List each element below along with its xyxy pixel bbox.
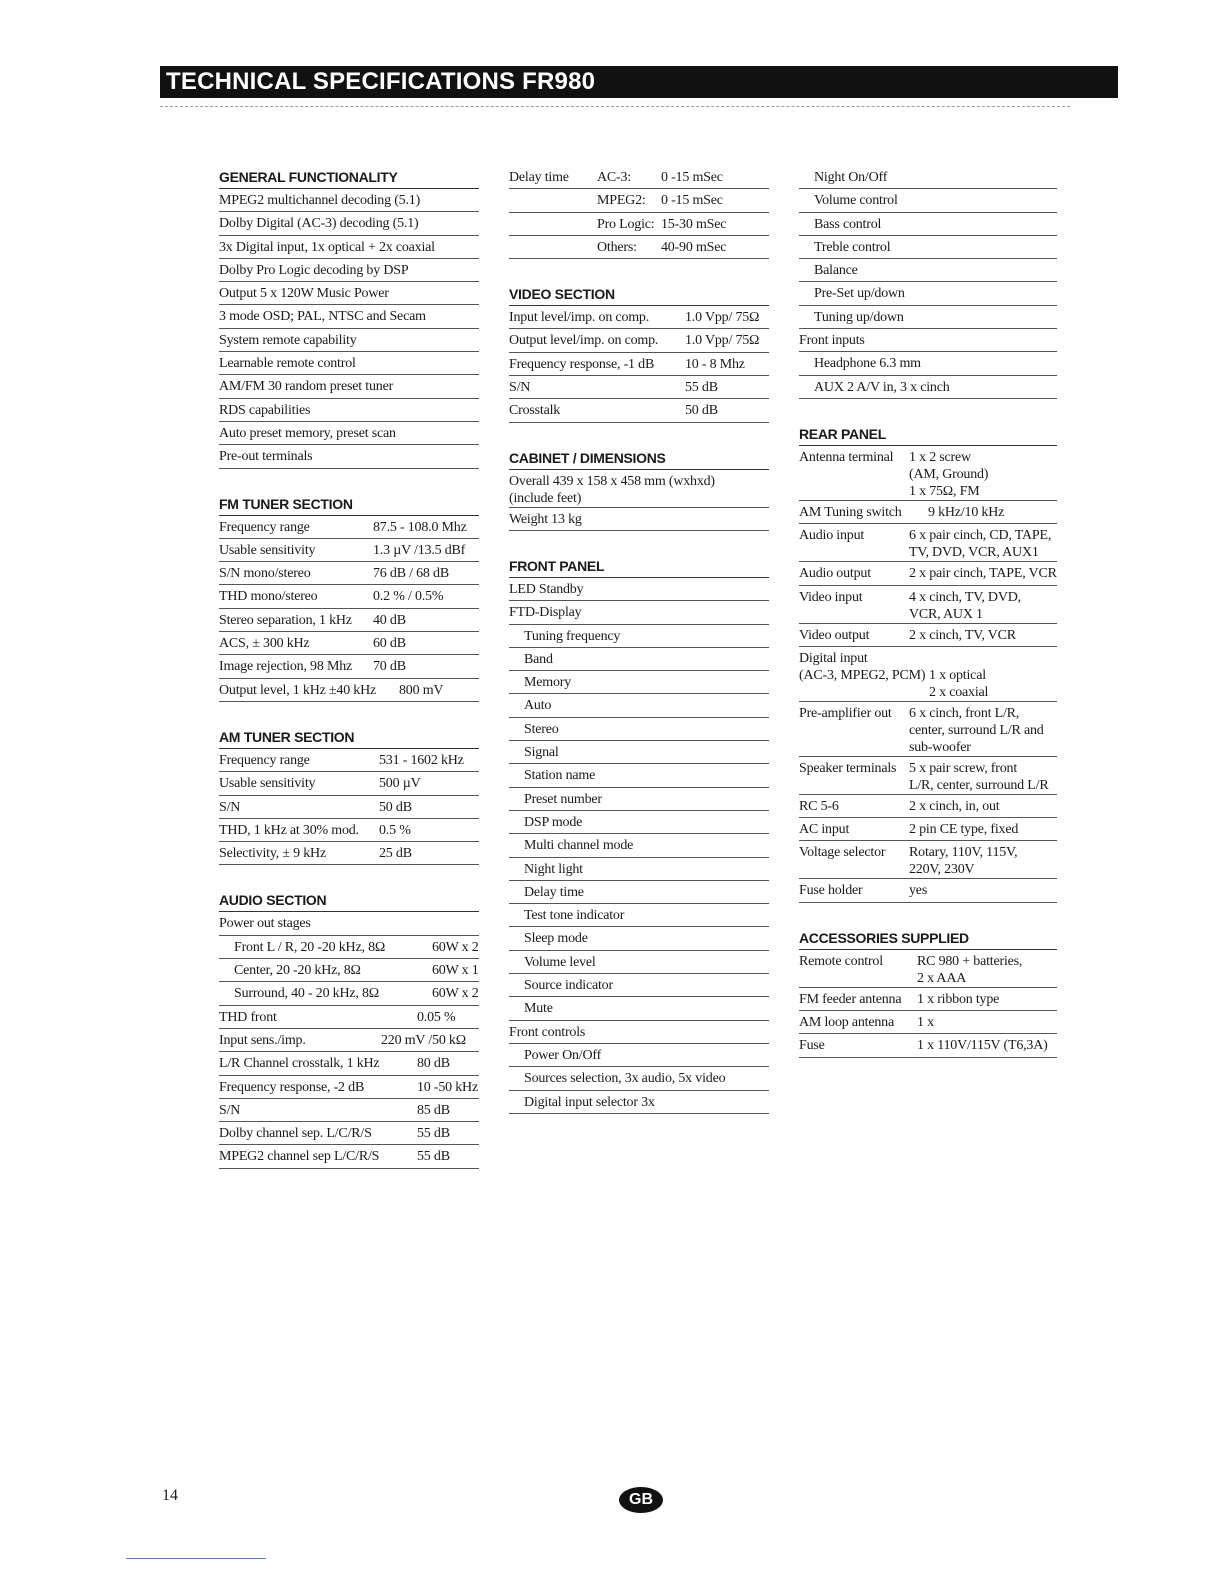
spec-label: Video output — [799, 627, 870, 643]
spec-row — [509, 1067, 769, 1090]
spec-label: Remote control — [799, 953, 883, 969]
spec-row — [219, 1006, 479, 1029]
spec-label: Pre-out terminals — [219, 449, 313, 465]
spec-label: Image rejection, 98 Mhz — [219, 659, 353, 675]
spec-label: Frequency response, -2 dB — [219, 1079, 365, 1095]
spec-label: Digital input selector 3x — [524, 1094, 655, 1110]
spec-label: AUX 2 A/V in, 3 x cinch — [814, 379, 950, 395]
spec-label — [509, 239, 597, 258]
section-gap — [509, 531, 769, 555]
spec-row — [509, 329, 769, 352]
spec-value: 0 -15 mSec — [661, 193, 723, 209]
spec-label: Sources selection, 3x audio, 5x video — [524, 1071, 726, 1087]
spec-value: 80 dB — [417, 1056, 450, 1072]
spec-label: Balance — [814, 263, 858, 279]
section-heading-rear-panel: REAR PANEL — [799, 423, 1057, 446]
spec-row — [799, 446, 1057, 501]
spec-label: Auto preset memory, preset scan — [219, 425, 396, 441]
spec-row — [799, 166, 1057, 189]
spec-label: Preset number — [524, 791, 602, 807]
spec-value: 1 x 110V/115V (T6,3A) — [917, 1038, 1048, 1054]
spec-label: Stereo — [524, 721, 559, 737]
spec-label: Output level, 1 kHz ±40 kHz — [219, 682, 377, 698]
spec-value: 25 dB — [379, 846, 412, 862]
section-heading-video: VIDEO SECTION — [509, 283, 769, 306]
spec-row — [219, 1029, 479, 1052]
spec-value: 1 x ribbon type — [917, 991, 1000, 1007]
spec-row — [219, 796, 479, 819]
spec-row — [509, 236, 769, 259]
spec-row — [219, 1122, 479, 1145]
spec-label: Surround, 40 - 20 kHz, 8Ω — [234, 986, 380, 1002]
spec-label: Crosstalk — [509, 403, 561, 419]
spec-label: ACS, ± 300 kHz — [219, 636, 310, 652]
spec-format: MPEG2: — [597, 193, 646, 209]
spec-value: 55 dB — [417, 1126, 450, 1142]
spec-label: Sleep mode — [524, 931, 588, 947]
spec-value: 531 - 1602 kHz — [379, 752, 464, 768]
spec-row — [219, 1076, 479, 1099]
spec-value: 76 dB / 68 dB — [373, 566, 449, 582]
spec-row — [509, 353, 769, 376]
spec-label: Tuning frequency — [524, 628, 621, 644]
section-gap — [219, 865, 479, 889]
spec-format: AC-3: — [597, 170, 632, 185]
spec-label: Delay time — [509, 170, 569, 185]
spec-label: Pre-Set up/down — [814, 286, 905, 302]
spec-label: Output 5 x 120W Music Power — [219, 286, 389, 302]
spec-value: 70 dB — [373, 659, 406, 675]
spec-label: Selectivity, ± 9 kHz — [219, 846, 326, 862]
spec-label: Delay time — [524, 884, 584, 900]
spec-row — [509, 166, 769, 189]
spec-value: 9 kHz/10 kHz — [928, 504, 1005, 520]
spec-value: 10 -50 kHz — [417, 1079, 478, 1095]
spec-row — [509, 376, 769, 399]
spec-label: Power On/Off — [524, 1047, 602, 1063]
spec-label: Video input — [799, 589, 863, 605]
section-heading-cabinet: CABINET / DIMENSIONS — [509, 447, 769, 470]
section-heading-general: GENERAL FUNCTIONALITY — [219, 166, 479, 189]
spec-label: System remote capability — [219, 332, 357, 348]
spec-label: Front controls — [509, 1024, 586, 1040]
spec-label: Power out stages — [219, 916, 311, 932]
spec-row — [509, 951, 769, 974]
spec-format: Pro Logic: — [597, 216, 655, 232]
spec-format: Others: — [597, 239, 637, 255]
spec-row — [219, 585, 479, 608]
spec-row — [799, 702, 1057, 757]
spec-column-3 — [799, 166, 1057, 1058]
spec-row — [799, 1011, 1057, 1034]
spec-label: Treble control — [814, 239, 891, 255]
spec-value: 220 mV /50 kΩ — [381, 1032, 466, 1048]
spec-label: Stereo separation, 1 kHz — [219, 612, 352, 628]
spec-label: Audio output — [799, 566, 871, 582]
spec-column-2 — [509, 166, 769, 1114]
section-gap — [799, 399, 1057, 423]
spec-row — [219, 516, 479, 539]
spec-label: S/N mono/stereo — [219, 566, 311, 582]
spec-label: Center, 20 -20 kHz, 8Ω — [234, 963, 361, 979]
spec-row — [219, 189, 479, 212]
spec-label: Source indicator — [524, 978, 613, 994]
spec-row — [799, 282, 1057, 305]
spec-row — [219, 982, 479, 1005]
spec-label: Band — [524, 651, 553, 667]
spec-value: yes — [909, 883, 928, 899]
spec-label: Digital input (AC-3, MPEG2, PCM) — [799, 650, 926, 683]
spec-value: 60 dB — [373, 636, 406, 652]
spec-value: 60W x 2 — [432, 986, 479, 1002]
section-gap — [219, 469, 479, 493]
spec-row — [509, 718, 769, 741]
spec-label: Mute — [524, 1001, 553, 1017]
section-gap — [509, 259, 769, 283]
spec-label: Audio input — [799, 528, 865, 544]
spec-row — [799, 524, 1057, 562]
spec-row — [219, 655, 479, 678]
spec-row — [219, 562, 479, 585]
spec-value: 1.0 Vpp/ 75Ω — [685, 333, 760, 349]
spec-row — [509, 694, 769, 717]
spec-row — [509, 904, 769, 927]
spec-value: 6 x pair cinch, CD, TAPE, TV, DVD, VCR, AUX1 — [909, 528, 1052, 561]
spec-value: 87.5 - 108.0 Mhz — [373, 519, 467, 535]
spec-row — [509, 399, 769, 422]
spec-label: FM feeder antenna — [799, 991, 902, 1007]
spec-label: AM Tuning switch — [799, 504, 902, 520]
spec-label: Dolby Digital (AC-3) decoding (5.1) — [219, 216, 419, 232]
spec-row — [509, 788, 769, 811]
spec-value: 1.0 Vpp/ 75Ω — [685, 310, 760, 326]
spec-row — [509, 811, 769, 834]
spec-label: Night On/Off — [814, 170, 888, 185]
spec-value: 10 - 8 Mhz — [685, 356, 745, 372]
spec-value: 50 dB — [685, 403, 718, 419]
spec-value: 1 x 2 screw (AM, Ground) 1 x 75Ω, FM — [909, 449, 989, 499]
section-gap — [219, 702, 479, 726]
spec-label: MPEG2 multichannel decoding (5.1) — [219, 193, 421, 208]
spec-value: 55 dB — [685, 380, 718, 396]
spec-value: 40-90 mSec — [661, 239, 727, 255]
spec-row — [219, 1052, 479, 1075]
spec-label: Frequency response, -1 dB — [509, 356, 655, 372]
spec-row — [219, 539, 479, 562]
spec-label: THD front — [219, 1009, 277, 1025]
spec-row — [219, 749, 479, 772]
spec-row — [799, 1034, 1057, 1057]
spec-label: 3 mode OSD; PAL, NTSC and Secam — [219, 309, 426, 325]
spec-label: Usable sensitivity — [219, 776, 316, 792]
spec-row — [219, 912, 479, 935]
spec-label: Overall 439 x 158 x 458 mm (wxhxd) (include feet) — [509, 473, 715, 506]
spec-row — [509, 1044, 769, 1067]
spec-row — [799, 213, 1057, 236]
spec-row — [799, 236, 1057, 259]
spec-label: Volume level — [524, 954, 596, 970]
spec-row — [219, 212, 479, 235]
spec-row — [509, 858, 769, 881]
bottom-rule — [126, 1558, 266, 1559]
spec-label: Tuning up/down — [814, 309, 904, 325]
spec-label: DSP mode — [524, 814, 583, 830]
spec-label: Night light — [524, 861, 583, 877]
spec-row — [509, 834, 769, 857]
spec-label: Station name — [524, 768, 596, 784]
spec-label: Signal — [524, 745, 559, 761]
spec-row — [219, 445, 479, 468]
spec-row — [799, 647, 1057, 702]
spec-row — [509, 927, 769, 950]
spec-row — [509, 189, 769, 212]
spec-label: Auto — [524, 698, 552, 714]
spec-row — [509, 213, 769, 236]
spec-label: AM/FM 30 random preset tuner — [219, 379, 394, 395]
spec-label: LED Standby — [509, 581, 584, 597]
spec-value: 0.5 % — [379, 822, 411, 838]
spec-row — [219, 936, 479, 959]
spec-row — [219, 819, 479, 842]
spec-value: 50 dB — [379, 799, 412, 815]
spec-row — [219, 352, 479, 375]
spec-value: 2 x cinch, in, out — [909, 798, 1000, 814]
spec-value: Rotary, 110V, 115V, 220V, 230V — [909, 845, 1018, 878]
spec-label: Fuse — [799, 1038, 825, 1054]
spec-row — [509, 671, 769, 694]
spec-row — [799, 818, 1057, 841]
spec-label: S/N — [219, 1102, 241, 1118]
spec-value: 1 x optical 2 x coaxial — [929, 667, 989, 700]
spec-label: Test tone indicator — [524, 908, 625, 924]
spec-row — [219, 305, 479, 328]
spec-label: Dolby channel sep. L/C/R/S — [219, 1126, 372, 1142]
spec-row — [509, 306, 769, 329]
spec-row — [219, 679, 479, 702]
spec-label: Frequency range — [219, 519, 310, 535]
spec-row — [799, 841, 1057, 879]
spec-row — [219, 609, 479, 632]
spec-row — [509, 625, 769, 648]
spec-row — [799, 988, 1057, 1011]
spec-value: 55 dB — [417, 1149, 450, 1165]
spec-label: Memory — [524, 675, 572, 691]
spec-row — [799, 306, 1057, 329]
spec-row — [219, 959, 479, 982]
spec-label: Weight 13 kg — [509, 511, 582, 527]
spec-value: 2 x cinch, TV, VCR — [909, 627, 1016, 643]
spec-row — [219, 236, 479, 259]
spec-row — [219, 399, 479, 422]
spec-label: Headphone 6.3 mm — [814, 356, 921, 372]
spec-value: 6 x cinch, front L/R, center, surround L/R and sub-woofer — [909, 705, 1044, 755]
spec-label: Dolby Pro Logic decoding by DSP — [219, 262, 409, 278]
title-rule — [160, 106, 1070, 107]
spec-label: FTD-Display — [509, 605, 582, 621]
spec-label — [509, 192, 597, 211]
section-heading-accessories: ACCESSORIES SUPPLIED — [799, 927, 1057, 950]
spec-label: Frequency range — [219, 752, 310, 768]
spec-value: 2 pin CE type, fixed — [909, 822, 1019, 838]
spec-label: 3x Digital input, 1x optical + 2x coaxial — [219, 239, 435, 255]
spec-label: Volume control — [814, 193, 898, 209]
spec-label: THD, 1 kHz at 30% mod. — [219, 822, 359, 838]
spec-label: Usable sensitivity — [219, 542, 316, 558]
spec-label: Bass control — [814, 216, 882, 232]
spec-label: Speaker terminals — [799, 760, 897, 776]
section-heading-fm-tuner: FM TUNER SECTION — [219, 493, 479, 516]
spec-label: Input sens./imp. — [219, 1032, 306, 1048]
spec-label: Multi channel mode — [524, 838, 634, 854]
spec-row — [219, 422, 479, 445]
spec-row — [509, 881, 769, 904]
spec-row — [509, 997, 769, 1020]
spec-row — [799, 501, 1057, 524]
page-number: 14 — [162, 1487, 178, 1504]
spec-row — [799, 586, 1057, 624]
spec-label: Output level/imp. on comp. — [509, 333, 659, 349]
section-heading-front-panel: FRONT PANEL — [509, 555, 769, 578]
spec-label: Input level/imp. on comp. — [509, 310, 650, 326]
spec-label: AM loop antenna — [799, 1015, 894, 1031]
spec-label: Pre-amplifier out — [799, 705, 892, 721]
section-heading-am-tuner: AM TUNER SECTION — [219, 726, 479, 749]
spec-row — [219, 842, 479, 865]
spec-row — [219, 282, 479, 305]
spec-label: AC input — [799, 822, 850, 838]
spec-value: 40 dB — [373, 612, 406, 628]
spec-label: S/N — [219, 799, 241, 815]
spec-value: 60W x 2 — [432, 939, 479, 955]
spec-label — [509, 216, 597, 235]
spec-row — [509, 508, 769, 531]
spec-row — [799, 329, 1057, 352]
spec-row — [219, 632, 479, 655]
spec-row — [799, 757, 1057, 795]
spec-value: 60W x 1 — [432, 963, 479, 979]
spec-label: L/R Channel crosstalk, 1 kHz — [219, 1056, 380, 1072]
spec-label: Learnable remote control — [219, 356, 356, 372]
spec-value: 4 x cinch, TV, DVD, VCR, AUX 1 — [909, 589, 1021, 622]
spec-column-1 — [219, 166, 479, 1169]
spec-label: MPEG2 channel sep L/C/R/S — [219, 1149, 380, 1165]
spec-label: THD mono/stereo — [219, 589, 318, 605]
gb-language-badge: GB — [619, 1487, 663, 1513]
spec-row — [799, 189, 1057, 212]
spec-row — [799, 259, 1057, 282]
spec-row — [509, 1091, 769, 1114]
spec-row — [219, 329, 479, 352]
spec-row — [509, 764, 769, 787]
spec-row — [799, 352, 1057, 375]
spec-row — [219, 772, 479, 795]
spec-value: 0.05 % — [417, 1009, 456, 1025]
spec-value: 15-30 mSec — [661, 216, 727, 232]
section-gap — [799, 903, 1057, 927]
spec-row — [509, 741, 769, 764]
spec-label: Voltage selector — [799, 845, 886, 861]
spec-row — [509, 974, 769, 997]
spec-label: RC 5-6 — [799, 798, 839, 814]
spec-row — [799, 879, 1057, 902]
spec-label: Front inputs — [799, 333, 865, 349]
spec-value: RC 980 + batteries, 2 x AAA — [917, 953, 1023, 986]
spec-value: 85 dB — [417, 1102, 450, 1118]
spec-row — [219, 259, 479, 282]
spec-row — [509, 470, 769, 508]
spec-value: 1.3 µV /13.5 dBf — [373, 542, 466, 558]
spec-row — [509, 578, 769, 601]
spec-row — [799, 376, 1057, 399]
spec-value: 1 x — [917, 1015, 934, 1031]
spec-value: 5 x pair screw, front L/R, center, surround L/R — [909, 760, 1049, 793]
spec-label: S/N — [509, 380, 531, 396]
spec-row — [509, 601, 769, 624]
spec-label: Antenna terminal — [799, 449, 894, 465]
spec-row — [509, 1021, 769, 1044]
spec-row — [219, 375, 479, 398]
spec-label: RDS capabilities — [219, 402, 311, 418]
spec-row — [799, 950, 1057, 988]
page-title: TECHNICAL SPECIFICATIONS FR980 — [160, 66, 1118, 98]
spec-value: 0.2 % / 0.5% — [373, 589, 444, 605]
spec-row — [799, 795, 1057, 818]
spec-value: 500 µV — [379, 776, 421, 792]
spec-label: Fuse holder — [799, 883, 863, 899]
spec-row — [219, 1099, 479, 1122]
section-gap — [509, 423, 769, 447]
section-heading-audio: AUDIO SECTION — [219, 889, 479, 912]
spec-label: Front L / R, 20 -20 kHz, 8Ω — [234, 939, 386, 955]
spec-value: 2 x pair cinch, TAPE, VCR — [909, 566, 1057, 582]
spec-value: 0 -15 mSec — [661, 170, 723, 185]
spec-row — [219, 1145, 479, 1168]
spec-row — [799, 624, 1057, 647]
spec-value: 800 mV — [399, 682, 444, 698]
spec-row — [799, 562, 1057, 585]
spec-row — [509, 648, 769, 671]
